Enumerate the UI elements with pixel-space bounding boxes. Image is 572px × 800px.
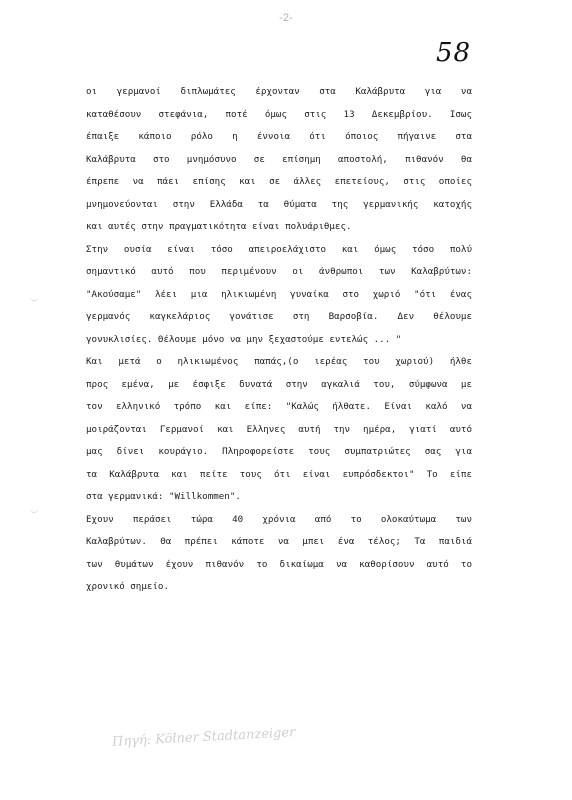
document-body <box>86 81 472 599</box>
text-line: καταθέσουν στεφάνια, ποτέ όμως στις 13 Δεκεμβρίου. Ισως <box>86 108 472 120</box>
text-line: Και μετά ο ηλικιωμένος παπάς,(ο ιερέας του χωριού) ήλθε <box>86 356 472 367</box>
text-line: Εχουν περάσει τώρα 40 χρόνια από το ολοκαύτωμα των <box>86 513 472 525</box>
text-line: γονυκλισίες. Θέλουμε μόνο να μην ξεχαστούμε εντελώς ... " <box>86 333 402 345</box>
paragraph <box>86 239 472 352</box>
punch-hole-mark <box>30 508 38 513</box>
text-line: και αυτές στην πραγματικότητα είναι πολυάριθμες. <box>86 221 352 232</box>
text-line: μας δίνει κουράγιο. Πληροφορείστε τους συμπατριώτες σας για <box>86 446 472 457</box>
page-number: -2- <box>279 12 293 24</box>
text-line: προς εμένα, με έσφιξε δυνατά στην αγκαλιά του, σύμφωνα με <box>86 378 472 390</box>
handwritten-source-note: Πηγή: Kölner Stadtanzeiger <box>111 725 296 750</box>
text-line: τον ελληνικό τρόπο και είπε: "Καλώς ήλθατε. Είναι καλό να <box>86 401 472 412</box>
text-line: έπαιξε κάποιο ρόλο η έννοια ότι όποιος πήγαινε στα <box>86 131 472 142</box>
paragraph <box>86 81 472 239</box>
text-line: Στην ουσία είναι τόσο απειροελάχιστο και όμως τόσο πολύ <box>86 243 472 255</box>
text-line: "Ακούσαμε" λέει μια ηλικιωμένη γυναίκα στο χωριό "ότι ένας <box>86 288 472 300</box>
text-line: των θυμάτων έχουν πιθανόν το δικαίωμα να καθορίσουν αυτό το <box>86 558 472 570</box>
text-line: σημαντικό αυτό που περιμένουν οι άνθρωποι των Καλαβρύτων: <box>86 266 472 277</box>
text-line: στα γερμανικά: "Willkommen". <box>86 491 241 502</box>
paragraph <box>86 351 472 509</box>
paragraph <box>86 509 472 599</box>
text-line: έπρεπε να πάει επίσης και σε άλλες επετείους, στις οποίες <box>86 176 472 187</box>
punch-hole-mark <box>30 296 38 301</box>
text-line: Καλάβρυτα στο μνημόσυνο σε επίσημη αποστολή, πιθανόν θα <box>86 153 472 165</box>
text-line: μοιράζονται Γερμανοί και Ελληνες αυτή την ημέρα, γιατί αυτό <box>86 423 472 435</box>
text-line: χρονικό σημείο. <box>86 581 169 592</box>
text-line: Καλαβρύτων. Θα πρέπει κάποτε να μπει ένα τέλος; Τα παιδιά <box>86 536 472 547</box>
text-line: γερμανός καγκελάριος γονάτισε στη Βαρσοβία. Δεν θέλουμε <box>86 311 472 322</box>
text-line: μνημονεύονται στην Ελλάδα τα θύματα της γερμανικής κατοχής <box>86 198 472 210</box>
text-line: οι γερμανοί διπλωμάτες έρχονταν στα Καλάβρυτα για να <box>86 86 472 97</box>
text-line: τα Καλάβρυτα και πείτε τους ότι είναι ευπρόσδεκτοι" Το είπε <box>86 468 472 480</box>
handwritten-page-number: 58 <box>436 38 472 68</box>
